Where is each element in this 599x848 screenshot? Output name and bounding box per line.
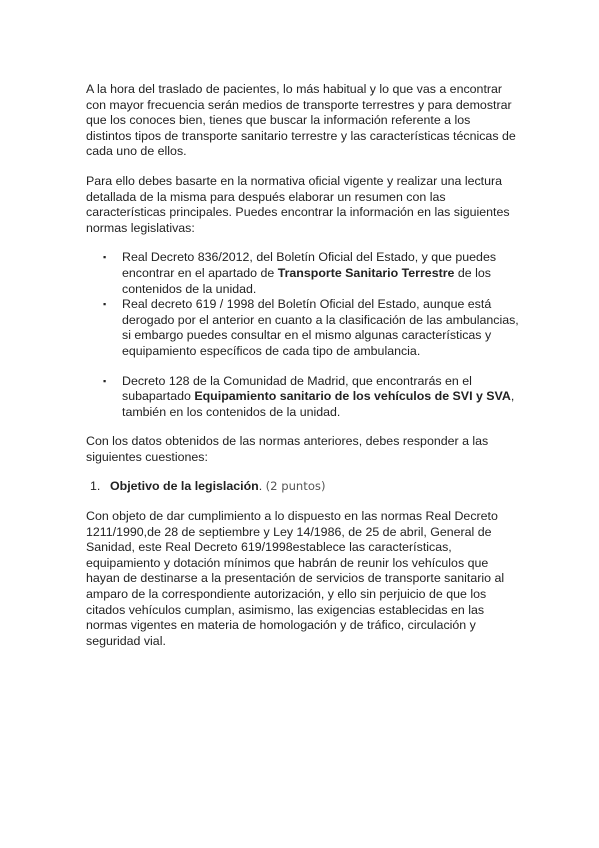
list-item-text: Real Decreto 836/2012, del Boletín Oficial del Estado, y que puedes encontrar en el apartado de xyxy=(122,250,497,280)
question-title: Objetivo de la legislación xyxy=(110,479,259,494)
question-number: 1. xyxy=(90,479,101,494)
bullet-icon: ▪ xyxy=(103,252,107,263)
instructions-paragraph: Para ello debes basarte en la normativa oficial vigente y realizar una lectura detallada de la misma para después elaborar un resumen con las características principales. Puedes encontrar la información en las siguientes normas legislativas: xyxy=(86,173,510,235)
question-period: . xyxy=(258,479,263,494)
intro-paragraph: A la hora del traslado de pacientes, lo más habitual y lo que vas a encontrar con mayor frecuencia serán medios de transporte terrestres y para demostrar que los conoces bien, tienes que buscar la información referente a los distintos tipos de transporte sanitario terrestre y las características técnicas de cada uno de ellos. xyxy=(86,82,516,159)
answer-paragraph: Con objeto de dar cumplimiento a lo dispuesto en las normas Real Decreto 1211/1990,de 28 de septiembre y Ley 14/1986, de 25 de abril, General de Sanidad, este Real Decreto 619/1998establece las características, equipamiento y dotación mínimos que habrán de reunir los vehículos que hayan de destinarse a la presentación de servicios de transporte sanitario al amparo de la correspondiente autorización, y ello sin perjuicio de que los citados vehículos cumplan, asimismo, las exigencias establecidas en las normas vigentes en materia de homologación y de tráfico, circulación y seguridad vial. xyxy=(86,509,505,648)
list-item-bold: Transporte Sanitario Terrestre xyxy=(277,265,455,280)
bullet-icon: ▪ xyxy=(103,375,107,386)
question-item xyxy=(90,479,519,495)
list-item xyxy=(100,250,519,297)
list-item-bold: Equipamiento sanitario de los vehículos de SVI y SVA xyxy=(194,389,511,404)
list-item xyxy=(100,297,519,359)
questions-list xyxy=(86,479,519,495)
bullet-icon: ▪ xyxy=(103,299,107,310)
list-item xyxy=(100,374,519,421)
legislation-list xyxy=(86,250,519,420)
list-item-text: Decreto 128 de la Comunidad de Madrid, que encontrarás en el subapartado xyxy=(122,373,472,404)
list-item-text: , también en los contenidos de la unidad. xyxy=(122,389,515,419)
list-item-text: de los contenidos de la unidad. xyxy=(122,265,491,296)
question-points: (2 puntos) xyxy=(265,479,326,494)
list-item-text: Real decreto 619 / 1998 del Boletín Oficial del Estado, aunque está derogado por el anterior en cuanto a la clasificación de las ambulancias, si embargo puedes consultar en el mismo algunas características y equipamiento específicos de cada tipo de ambulancia. xyxy=(122,297,519,358)
questions-intro-paragraph: Con los datos obtenidos de las normas anteriores, debes responder a las siguientes cuestiones: xyxy=(86,434,489,464)
